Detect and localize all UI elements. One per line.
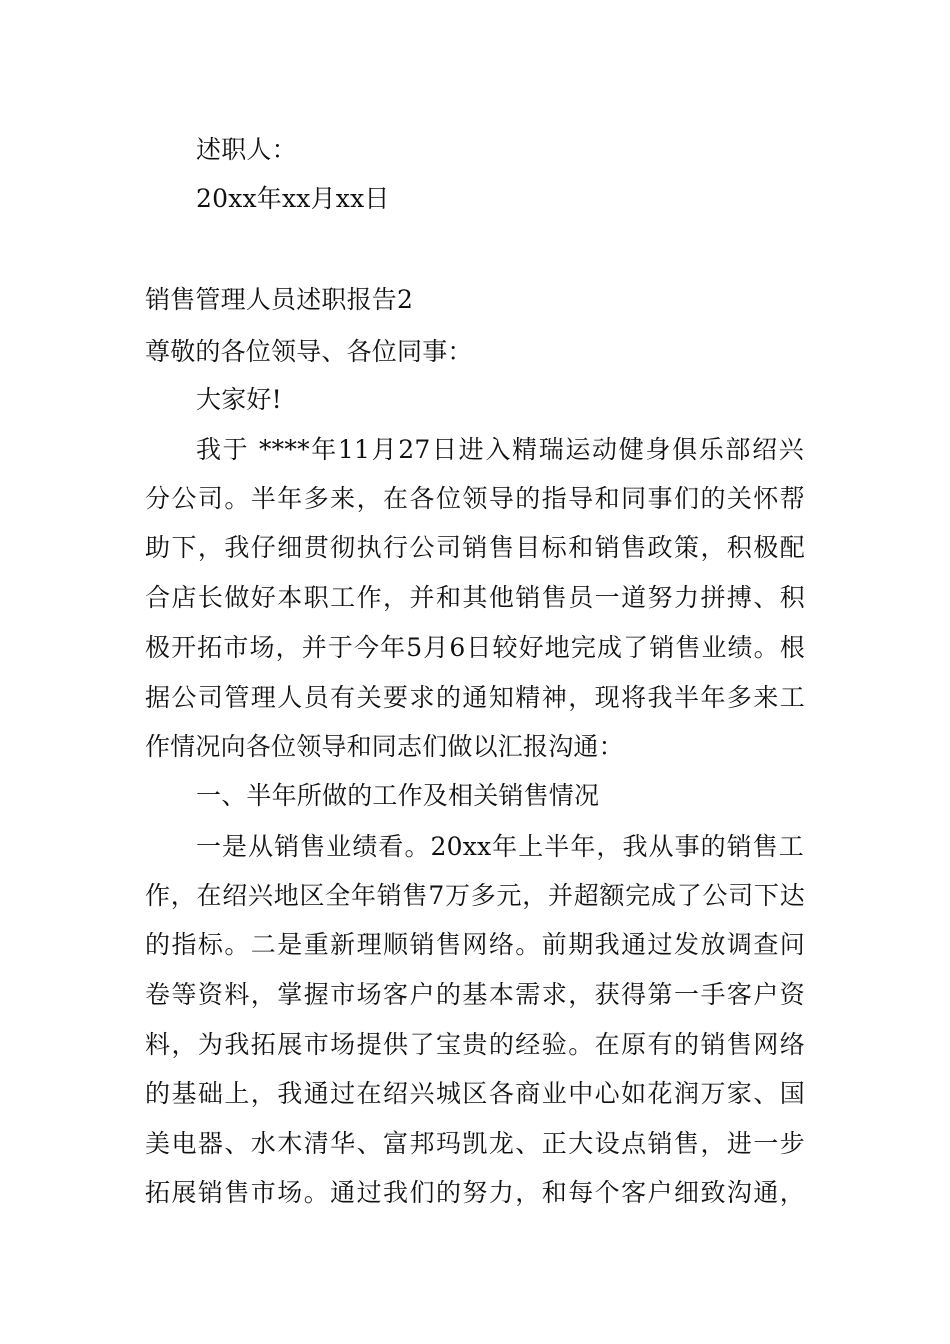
paragraph-line: 据公司管理人员有关要求的通知精神，现将我半年多来工	[145, 683, 805, 712]
paragraph-line: 的指标。二是重新理顺销售网络。前期我通过发放调查问	[145, 930, 805, 959]
paragraph-line: 拓展销售市场。通过我们的努力，和每个客户细致沟通，	[145, 1178, 805, 1207]
paragraph-line: 的基础上，我通过在绍兴城区各商业中心如花润万家、国	[145, 1079, 805, 1108]
paragraph-line: 合店长做好本职工作，并和其他销售员一道努力拼搏、积	[145, 583, 805, 612]
report-date: 20xx年xx月xx日	[196, 184, 390, 213]
paragraph-line: 作，在绍兴地区全年销售7万多元，并超额完成了公司下达	[145, 881, 805, 910]
report-title: 销售管理人员述职报告2	[145, 285, 414, 314]
paragraph-line: 助下，我仔细贯彻执行公司销售目标和销售政策，积极配	[145, 533, 805, 562]
paragraph-line: 料，为我拓展市场提供了宝贵的经验。在原有的销售网络	[145, 1030, 805, 1059]
paragraph-line: 分公司。半年多来，在各位领导的指导和同事们的关怀帮	[145, 484, 805, 513]
reporter-label: 述职人：	[196, 135, 297, 164]
paragraph-line: 美电器、水木清华、富邦玛凯龙、正大设点销售，进一步	[145, 1129, 805, 1158]
paragraph-line: 卷等资料，掌握市场客户的基本需求，获得第一手客户资	[145, 980, 805, 1009]
paragraph-line: 我于 ****年11月27日进入精瑞运动健身俱乐部绍兴	[196, 435, 804, 464]
paragraph-line: 作情况向各位领导和同志们做以汇报沟通：	[145, 732, 624, 761]
greeting: 大家好!	[196, 385, 282, 414]
paragraph-line: 极开拓市场，并于今年5月6日较好地完成了销售业绩。根	[145, 633, 805, 662]
salutation: 尊敬的各位领导、各位同事：	[145, 337, 473, 366]
paragraph-line: 一是从销售业绩看。20xx年上半年，我从事的销售工	[196, 832, 804, 861]
section-heading: 一、半年所做的工作及相关销售情况	[196, 781, 600, 810]
